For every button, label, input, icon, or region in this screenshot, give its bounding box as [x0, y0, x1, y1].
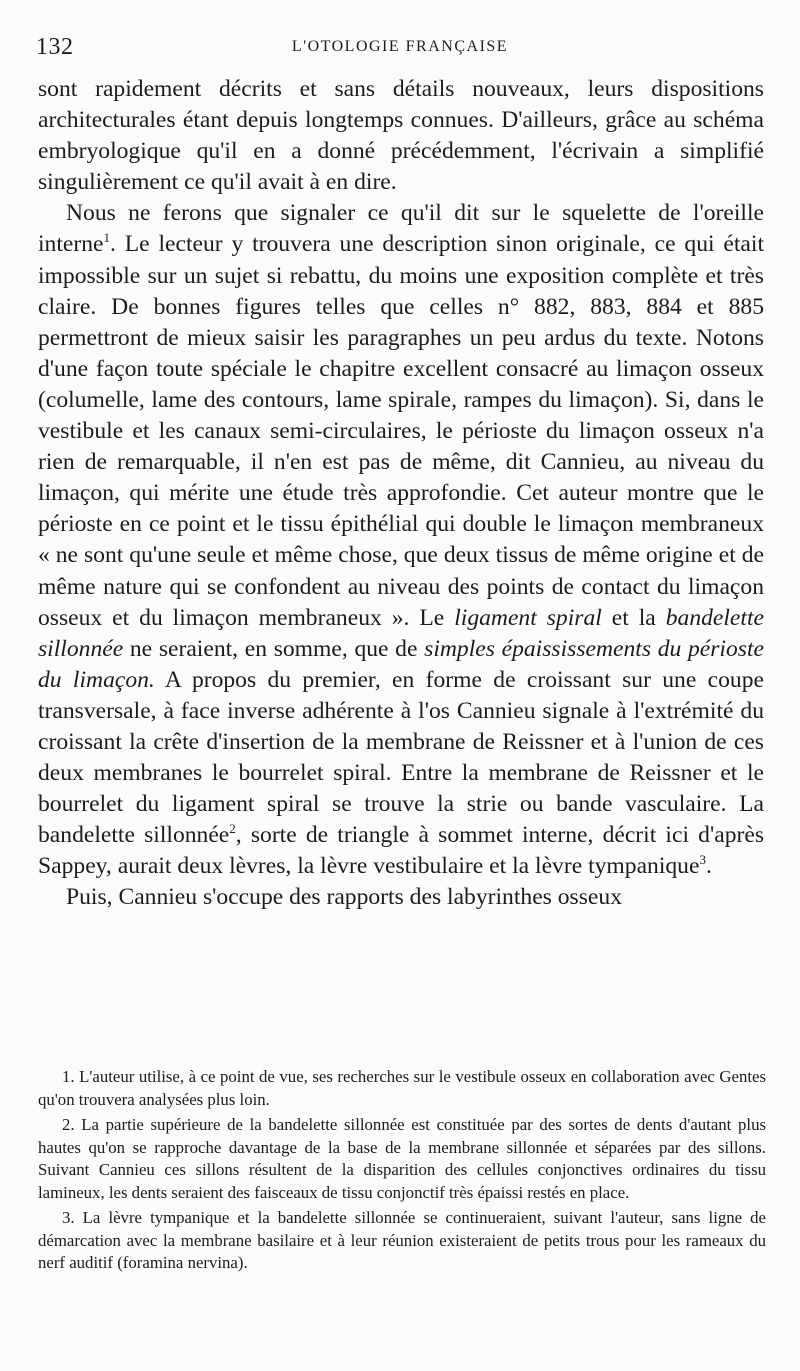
main-text — [38, 74, 764, 914]
footnote-1: 1. L'auteur utilise, à ce point de vue, ses recherches sur le vestibule osseux en collaboration avec Gentes qu'on trouvera analysées plus loin. — [38, 1067, 766, 1109]
text-run: et la — [611, 604, 656, 631]
running-title: L'OTOLOGIE FRANÇAISE — [291, 38, 509, 55]
text-run: ne seraient, en somme, que de — [129, 635, 418, 662]
paragraph-labyrinths: Puis, Cannieu s'occupe des rapports des labyrinthes osseux — [66, 884, 622, 911]
paragraph-continued: sont rapidement décrits et sans détails nouveaux, leurs dispositions architecturales étant depuis longtemps connues. D'ailleurs, grâce au schéma embryologique qu'il en a donné précédemment, l'écrivain a simplifié singulièrement ce qu'il avait à en dire. — [38, 76, 764, 196]
italic-term-ligament: ligament spiral — [454, 604, 602, 631]
italic-phrase-perioste: simples épaississements du périoste du limaçon. — [38, 635, 764, 693]
text-run: Nous ne ferons que signaler ce qu'il dit sur le squelette de l'oreille interne — [38, 200, 764, 258]
page-number: 132 — [36, 34, 74, 60]
paragraph-inner-ear — [38, 198, 764, 882]
footnote-3: 3. La lèvre tympanique et la bandelette sillonnée se continueraient, suivant l'auteur, sans ligne de démarcation avec la membrane basilaire et à leur réunion existeraient de petits trous pour les rameaux du nerf auditif (foramina nervina). — [38, 1208, 766, 1272]
text-run: , sorte de triangle à sommet interne, décrit ici d'après Sappey, aurait deux lèvres, la lèvre vestibulaire et la lèvre tympanique — [38, 822, 764, 880]
text-run: . Le lecteur y trouvera une description sinon originale, ce qui était impossible sur un sujet si rebattu, du moins une exposition complète et très claire. De bonnes figures telles que celles n° 882, 883, 884 et 885 permettront de mieux saisir les paragraphes un peu ardus du texte. Notons d'une façon toute spéciale le chapitre excellent consacré au limaçon osseux (columelle, lame des contours, lame spirale, rampes du limaçon). Si, dans le vestibule et les canaux semi-circulaires, le périoste du limaçon osseux n'a rien de remarquable, il n'en est pas de même, dit Cannieu, au niveau du limaçon, qui mérite une étude très approfondie. Cet auteur montre que le périoste en ce point et le tissu épithélial qui double le limaçon membraneux « ne sont qu'une seule et même chose, que deux tissus de même origine et de même nature qui se confondent au niveau des points de contact du limaçon osseux et du limaçon membraneux ». Le — [38, 231, 764, 631]
footnotes — [38, 1066, 766, 1278]
footnote-ref-1[interactable]: 1 — [103, 230, 111, 246]
footnote-2: 2. La partie supérieure de la bandelette sillonnée est constituée par des sortes de dents d'autant plus hautes qu'on se rapproche davantage de la base de la membrane sillonnée et séparées par des sillons. Suivant Cannieu ces sillons résultent de la disparition des cellules conjonctives ordinaires du tissu lamineux, les dents seraient des faisceaux de tissu conjonctif très épaissi restés en place. — [38, 1115, 766, 1202]
text-run: A propos du premier, en forme de croissant sur une coupe transversale, à face inverse adhérente à l'os Cannieu signale à l'extrémité du croissant la crête d'insertion de la membrane de Reissner et à l'union de ces deux membranes le bourrelet spiral. Entre la membrane de Reissner et le bourrelet du ligament spiral se trouve la strie ou bande vasculaire. La bandelette sillonnée — [38, 666, 764, 849]
footnote-ref-3[interactable]: 3 — [699, 852, 706, 868]
footnote-ref-2[interactable]: 2 — [229, 821, 236, 837]
page-header — [36, 34, 764, 62]
text-run: . — [705, 853, 712, 880]
italic-term-bandelette: bandelette sillonnée — [38, 604, 764, 662]
